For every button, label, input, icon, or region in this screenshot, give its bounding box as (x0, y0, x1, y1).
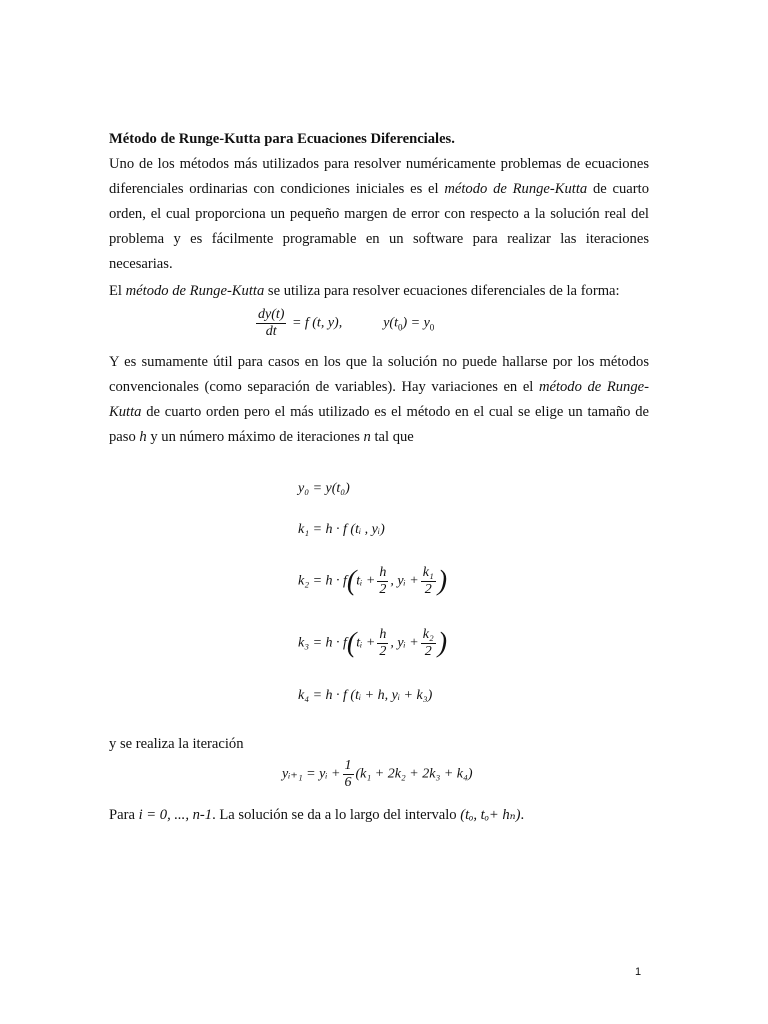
equation-y0: y₀ = y(t₀) (298, 481, 350, 496)
text: Para (109, 807, 139, 823)
numerator: dy(t) (258, 307, 285, 322)
initial-condition: y(t (383, 315, 398, 331)
fraction (421, 565, 436, 598)
equation-iteration (282, 758, 473, 791)
equation-part: k₃ = h · f (298, 635, 347, 651)
numerator: h (379, 565, 387, 580)
fraction (421, 627, 436, 660)
denominator: dt (265, 324, 277, 339)
paragraph-form (109, 279, 649, 304)
equation-part: , yᵢ + (390, 573, 419, 589)
emphasis: método de Runge-Kutta (125, 283, 265, 299)
denominator: 2 (424, 644, 432, 659)
emphasis: método de Runge-Kutta (109, 379, 649, 420)
denominator: 2 (379, 582, 387, 597)
equation-k2: k₂ = h · f(tᵢ + $\frac{h}{2}$ , yᵢ + $\frac{\text{k₁}}{2}$ ) (298, 565, 448, 597)
equation-k4: k₄ = h · f (tᵢ + h, yᵢ + k₃) (298, 688, 433, 703)
fraction (256, 307, 286, 340)
paragraph-iteration: y se realiza la iteración (109, 736, 244, 752)
paragraph-method (109, 350, 649, 450)
page-number: 1 (635, 966, 642, 978)
subscript: 0 (397, 322, 403, 333)
equation-part: (k₁ + 2k₂ + 2k₃ + k₄) (355, 766, 473, 782)
text: de cuarto orden pero el más utilizado es el método en el cual se elige un tamaño de paso (109, 404, 649, 445)
fraction (343, 758, 354, 791)
fraction (377, 627, 388, 660)
numerator: k₂ (422, 627, 434, 642)
numerator: 1 (344, 758, 352, 773)
emphasis: h (139, 429, 147, 445)
equation-k1: k₁ = h · f (tᵢ , yᵢ) (298, 522, 385, 537)
paragraph-interval (109, 803, 649, 828)
emphasis: n (363, 429, 371, 445)
emphasis: método de Runge-Kutta (444, 181, 588, 197)
text: y un número máximo de iteraciones (146, 429, 364, 445)
paragraph-intro (109, 152, 649, 277)
equation-part: yᵢ₊₁ = yᵢ + (282, 766, 341, 782)
text: Y es sumamente útil para casos en los que la solución no puede hallarse por los métodos convencionales (como separación de variables). Hay variaciones en el (109, 354, 649, 395)
numerator: k₁ (422, 565, 434, 580)
emphasis: (tₒ, tₒ+ hₙ) (460, 807, 521, 823)
fraction (377, 565, 388, 598)
text: Uno de los métodos más utilizados para resolver numéricamente problemas de ecuaciones diferenciales ordinarias con condiciones iniciales es el (109, 156, 649, 197)
numerator: h (379, 627, 387, 642)
text: . La solución se da a lo largo del intervalo (212, 807, 461, 823)
text: se utiliza para resolver ecuaciones diferenciales de la forma: (264, 283, 620, 299)
equation-part: , yᵢ + (390, 635, 419, 651)
equation-part: tᵢ + (356, 573, 376, 589)
emphasis: i = 0, ..., n-1 (138, 807, 213, 823)
initial-condition-rhs: ) = y (402, 315, 430, 331)
text: . (520, 807, 525, 823)
denominator: 2 (424, 582, 432, 597)
denominator: 2 (379, 644, 387, 659)
text: de cuarto orden, el cual proporciona un pequeño margen de error con respecto a la solución real del problema y es fácilmente programable en un software para realizar las iteraciones necesarias. (109, 181, 649, 272)
text: tal que (370, 429, 414, 445)
equation-part: k₂ = h · f (298, 573, 347, 589)
denominator: 6 (344, 775, 352, 790)
equation-part: tᵢ + (356, 635, 376, 651)
subscript: 0 (429, 322, 435, 333)
text: El (109, 283, 126, 299)
equation-ode (254, 307, 434, 340)
document-title: Método de Runge-Kutta para Ecuaciones Diferenciales. (109, 131, 455, 147)
equation-k3: k₃ = h · f(tᵢ + $\frac{h}{2}$ , yᵢ + $\frac{\text{k₂}}{2}$ ) (298, 627, 448, 659)
equation-rhs: = f (t, y), (291, 315, 343, 331)
